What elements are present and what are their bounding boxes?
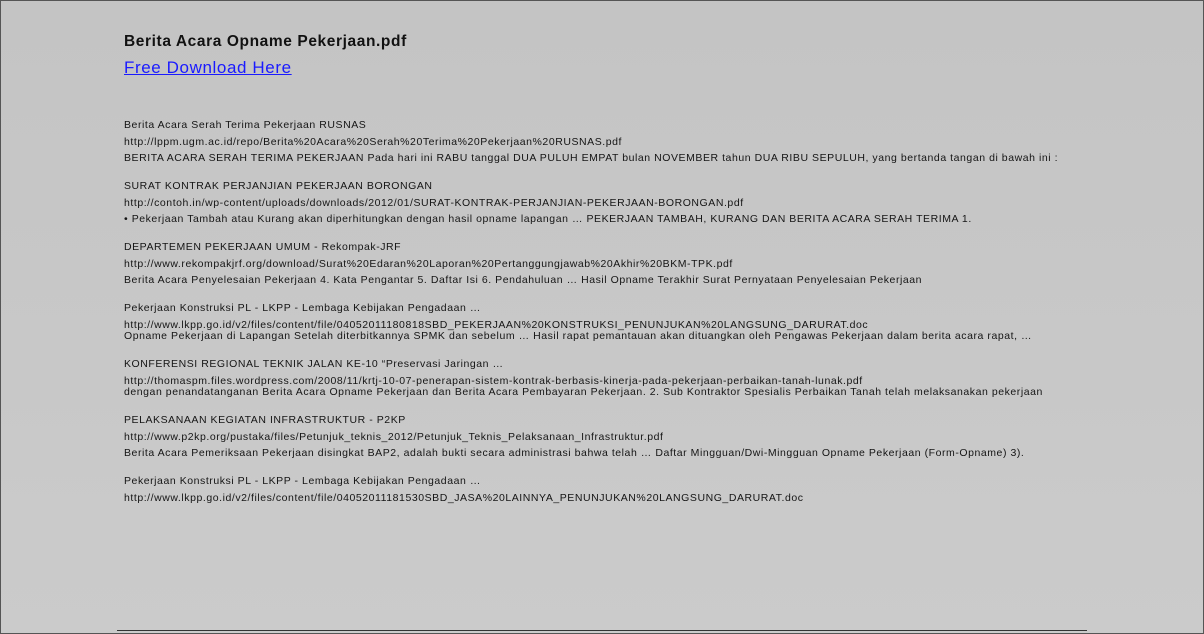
result-item (124, 181, 1144, 225)
result-title: PELAKSANAAN KEGIATAN INFRASTRUKTUR - P2KP (124, 414, 406, 426)
result-snippet: Berita Acara Pemeriksaan Pekerjaan disingkat BAP2, adalah bukti secara administrasi bahwa telah … Daftar Mingguan/Dwi-Mingguan Opname Pekerjaan (Form-Opname) 3). (124, 447, 1025, 459)
result-item (124, 242, 1144, 286)
result-title: DEPARTEMEN PEKERJAAN UMUM - Rekompak-JRF (124, 241, 402, 253)
result-snippet: BERITA ACARA SERAH TERIMA PEKERJAAN Pada hari ini RABU tanggal DUA PULUH EMPAT bulan NOVEMBER tahun DUA RIBU SEPULUH, yang bertanda tangan di bawah ini : (124, 152, 1059, 164)
result-snippet: Berita Acara Penyelesaian Pekerjaan 4. Kata Pengantar 5. Daftar Isi 6. Pendahuluan … Hasil Opname Terakhir Surat Pernyataan Penyelesaian Pekerjaan (124, 274, 923, 286)
page-bottom-divider (117, 630, 1087, 631)
result-url[interactable]: http://www.lkpp.go.id/v2/files/content/file/04052011180818SBD_PEKERJAAN%20KONSTRUKSI_PENUNJUKAN%20LANGSUNG_DARURAT.doc (124, 319, 869, 331)
result-item (124, 359, 1144, 398)
result-snippet: • Pekerjaan Tambah atau Kurang akan diperhitungkan dengan hasil opname lapangan … PEKERJAAN TAMBAH, KURANG DAN BERITA ACARA SERAH TERIMA 1. (124, 213, 972, 225)
result-snippet: Opname Pekerjaan di Lapangan Setelah diterbitkannya SPMK dan sebelum … Hasil rapat pemantauan akan dituangkan oleh Pengawas Pekerjaan dalam berita acara rapat, … (124, 330, 1033, 342)
result-title: KONFERENSI REGIONAL TEKNIK JALAN KE-10 “Preservasi Jaringan … (124, 358, 504, 370)
result-url[interactable]: http://www.lkpp.go.id/v2/files/content/file/04052011181530SBD_JASA%20LAINNYA_PENUNJUKAN%20LANGSUNG_DARURAT.doc (124, 492, 804, 504)
result-item (124, 476, 1144, 504)
result-url[interactable]: http://www.p2kp.org/pustaka/files/Petunjuk_teknis_2012/Petunjuk_Teknis_Pelaksanaan_Infrastruktur.pdf (124, 431, 664, 443)
result-snippet: dengan penandatanganan Berita Acara Opname Pekerjaan dan Berita Acara Pembayaran Pekerjaan. 2. Sub Kontraktor Spesialis Perbaikan Tanah telah melaksanakan pekerjaan (124, 386, 1043, 398)
document-title: Berita Acara Opname Pekerjaan.pdf (124, 33, 407, 50)
result-title: SURAT KONTRAK PERJANJIAN PEKERJAAN BORONGAN (124, 180, 433, 192)
result-title: Pekerjaan Konstruksi PL - LKPP - Lembaga Kebijakan Pengadaan … (124, 475, 481, 487)
result-url[interactable]: http://lppm.ugm.ac.id/repo/Berita%20Acara%20Serah%20Terima%20Pekerjaan%20RUSNAS.pdf (124, 136, 622, 148)
result-url[interactable]: http://www.rekompakjrf.org/download/Surat%20Edaran%20Laporan%20Pertanggungjawab%20Akhir%20BKM-TPK.pdf (124, 258, 733, 270)
result-item (124, 120, 1144, 164)
result-item (124, 415, 1144, 459)
result-url[interactable]: http://contoh.in/wp-content/uploads/downloads/2012/01/SURAT-KONTRAK-PERJANJIAN-PEKERJAAN-BORONGAN.pdf (124, 197, 744, 209)
result-item (124, 303, 1144, 342)
search-results-list (124, 120, 1144, 521)
free-download-link[interactable]: Free Download Here (124, 58, 292, 77)
result-url[interactable]: http://thomaspm.files.wordpress.com/2008/11/krtj-10-07-penerapan-sistem-kontrak-berbasis-kinerja-pada-pekerjaan-perbaikan-tanah-lunak.pdf (124, 375, 863, 387)
result-title: Berita Acara Serah Terima Pekerjaan RUSNAS (124, 119, 367, 131)
result-title: Pekerjaan Konstruksi PL - LKPP - Lembaga Kebijakan Pengadaan … (124, 302, 481, 314)
